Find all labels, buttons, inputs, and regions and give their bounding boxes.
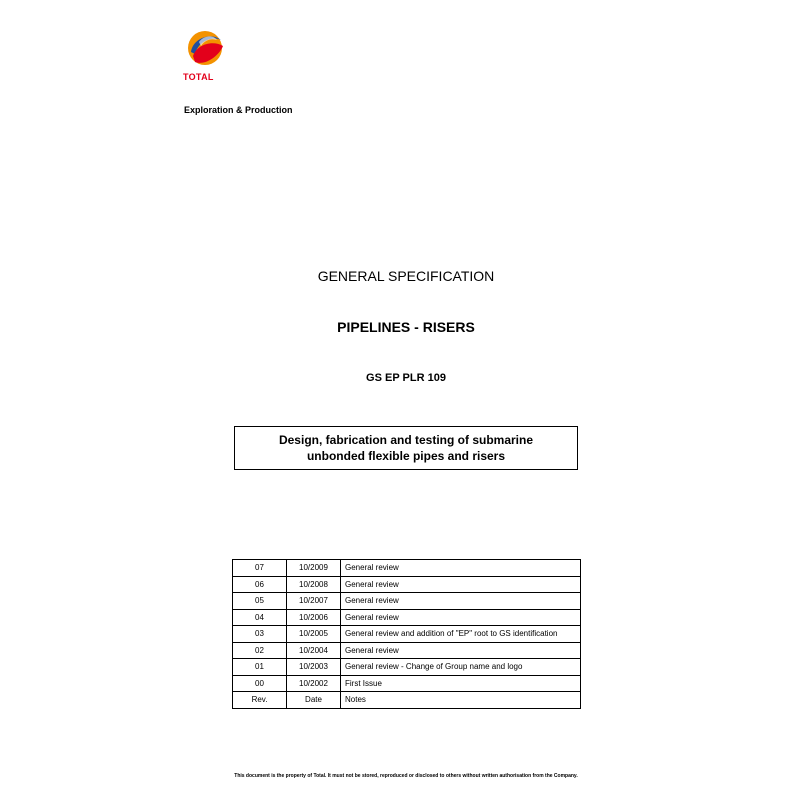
document-subject-line-2: unbonded flexible pipes and risers: [306, 449, 506, 463]
revision-number: 04: [233, 609, 287, 626]
revision-notes: First Issue: [341, 675, 581, 692]
revision-date: 10/2007: [287, 593, 341, 610]
document-reference: GS EP PLR 109: [366, 372, 446, 384]
revision-notes: General review - Change of Group name and logo: [341, 659, 581, 676]
revision-number: 06: [233, 576, 287, 593]
revision-number: 00: [233, 675, 287, 692]
table-row: [233, 675, 581, 692]
revision-notes: General review: [341, 642, 581, 659]
revision-table: [232, 559, 581, 709]
revision-date: 10/2004: [287, 642, 341, 659]
document-subject-line-1: Design, fabrication and testing of submarine: [278, 433, 534, 447]
logo-wordmark: TOTAL: [183, 72, 214, 82]
revision-date: 10/2009: [287, 560, 341, 577]
document-type: GENERAL SPECIFICATION: [317, 268, 495, 284]
revision-date: 10/2006: [287, 609, 341, 626]
document-title: PIPELINES - RISERS: [337, 319, 475, 335]
revision-number: 05: [233, 593, 287, 610]
column-header-date: Date: [287, 692, 341, 709]
table-row: [233, 576, 581, 593]
table-row: [233, 659, 581, 676]
document-subject-box: [234, 426, 578, 470]
revision-number: 01: [233, 659, 287, 676]
table-row: [233, 560, 581, 577]
revision-notes: General review: [341, 560, 581, 577]
table-row: [233, 626, 581, 643]
revision-notes: General review: [341, 609, 581, 626]
column-header-rev: Rev.: [233, 692, 287, 709]
column-header-notes: Notes: [341, 692, 581, 709]
revision-date: 10/2005: [287, 626, 341, 643]
revision-number: 07: [233, 560, 287, 577]
revision-notes: General review: [341, 576, 581, 593]
table-row: [233, 609, 581, 626]
revision-date: 10/2008: [287, 576, 341, 593]
revision-date: 10/2003: [287, 659, 341, 676]
revision-number: 03: [233, 626, 287, 643]
table-header-row: [233, 692, 581, 709]
revision-notes: General review and addition of "EP" root to GS identification: [341, 626, 581, 643]
table-row: [233, 593, 581, 610]
table-row: [233, 642, 581, 659]
confidentiality-footer: This document is the property of Total. It must not be stored, reproduced or disclosed to others without written authorisation from the Company.: [234, 773, 578, 779]
division-label: Exploration & Production: [184, 105, 293, 115]
revision-number: 02: [233, 642, 287, 659]
revision-notes: General review: [341, 593, 581, 610]
revision-date: 10/2002: [287, 675, 341, 692]
